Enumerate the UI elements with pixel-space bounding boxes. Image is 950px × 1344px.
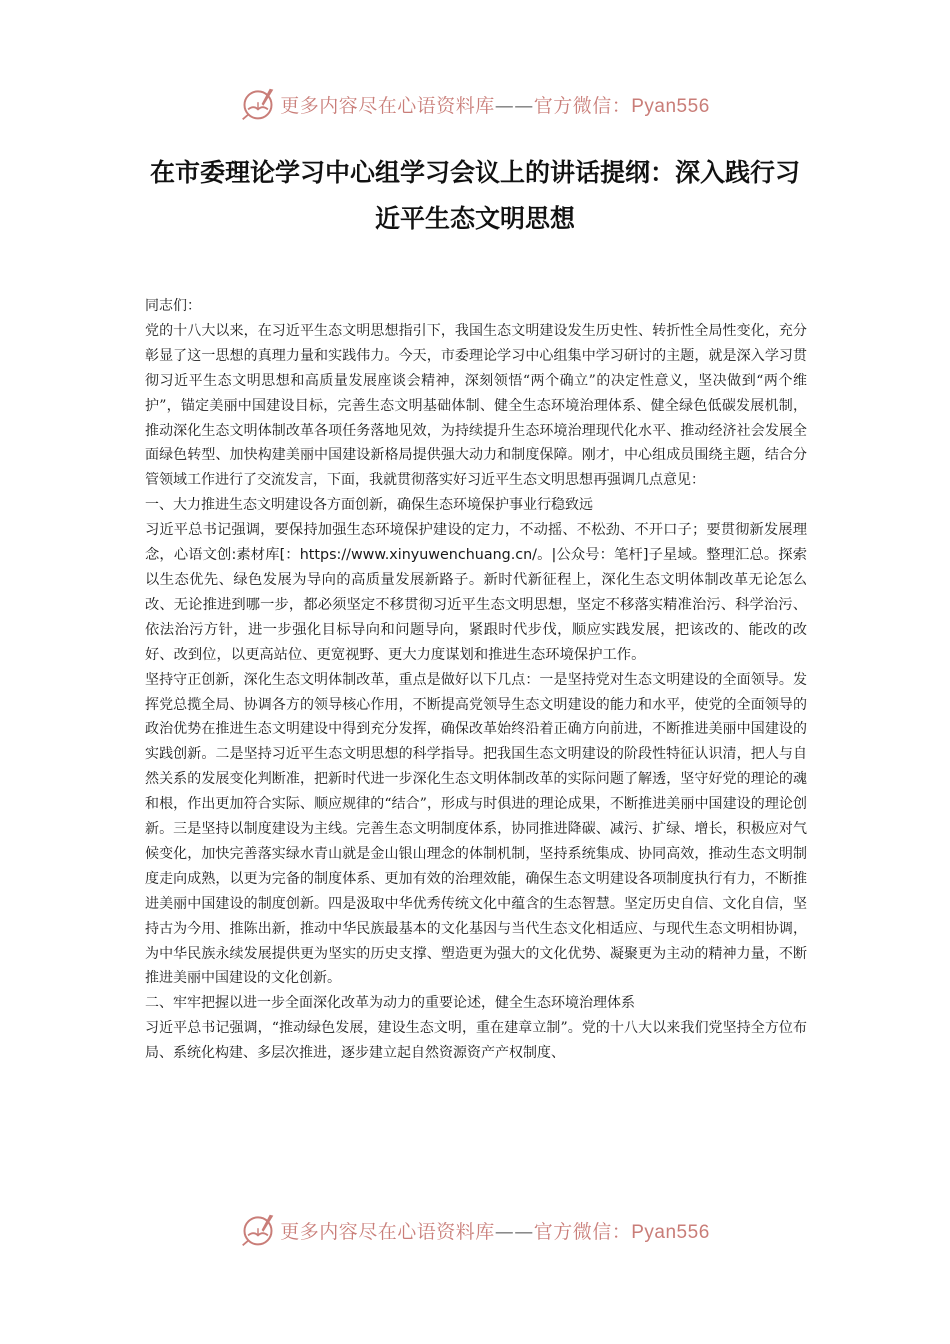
footer-banner	[0, 1208, 950, 1252]
banner-official: 官方微信：	[533, 94, 632, 117]
banner-text	[280, 1217, 710, 1244]
body-paragraph: 党的十八大以来，在习近平生态文明思想指引下，我国生态文明建设发生历史性、转折性全局性变化，充分彰显了这一思想的真理力量和实践伟力。今天，市委理论学习中心组集中学习研讨的主题，就是深入学习贯彻习近平生态文明思想和高质量发展座谈会精神，深刻领悟“两个确立”的决定性意义，坚决做到“两个维护”，锚定美丽中国建设目标，完善生态文明基础体制、健全生态环境治理体系、健全绿色低碳发展机制，推动深化生态文明体制改革各项任务落地见效，为持续提升生态环境治理现代化水平、推动经济社会发展全面绿色转型、加快构建美丽中国建设新格局提供强大动力和制度保障。刚才，中心组成员围绕主题，结合分管领域工作进行了交流发言，下面，我就贯彻落实好习近平生态文明思想再强调几点意见：	[145, 322, 807, 489]
book-quill-logo-icon	[240, 1212, 276, 1248]
banner-main: 更多内容尽在心语资料库	[280, 94, 495, 117]
banner-wechat-id: Pyan556	[631, 1221, 710, 1243]
section-heading: 二、牢牢把握以进一步全面深化改革为动力的重要论述，健全生态环境治理体系	[145, 995, 635, 1012]
banner-dash: ——	[494, 1220, 534, 1243]
body-paragraph: 习近平总书记强调，要保持加强生态环境保护建设的定力，不动摇、不松劲、不开口子；要贯彻新发展理念，心语文创:素材库[：https://www.xinyuwenchuang.cn/。|公众号：笔杆]子星域。整理汇总。探索以生态优先、绿色发展为导向的高质量发展新路子。新时代新征程上，深化生态文明体制改革无论怎么改、无论推进到哪一步，都必须坚定不移贯彻习近平生态文明思想，坚定不移落实精准治污、科学治污、依法治污方针，进一步强化目标导向和问题导向，紧跟时代步伐，顺应实践发展，把该改的、能改的改好、改到位，以更高站位、更宽视野、更大力度谋划和推进生态环境保护工作。	[145, 522, 807, 663]
banner-official: 官方微信：	[533, 1220, 632, 1243]
section-heading: 一、大力推进生态文明建设各方面创新，确保生态环境保护事业行稳致远	[145, 497, 593, 514]
body-paragraph: 坚持守正创新，深化生态文明体制改革，重点是做好以下几点：一是坚持党对生态文明建设的全面领导。发挥党总揽全局、协调各方的领导核心作用，不断提高党领导生态文明建设的能力和水平，使党的全面领导的政治优势在推进生态文明建设中得到充分发挥，确保改革始终沿着正确方向前进，不断推进美丽中国建设的实践创新。二是坚持习近平生态文明思想的科学指导。把我国生态文明建设的阶段性特征认识清，把人与自然关系的发展变化判断准，把新时代进一步深化生态文明体制改革的实际问题了解透，坚守好党的理论的魂和根，作出更加符合实际、顺应规律的“结合”，形成与时俱进的理论成果，不断推进美丽中国建设的理论创新。三是坚持以制度建设为主线。完善生态文明制度体系，协同推进降碳、减污、扩绿、增长，积极应对气候变化，加快完善落实绿水青山就是金山银山理念的体制机制，坚持系统集成、协同高效，推动生态文明制度走向成熟，以更为完备的制度体系、更加有效的治理效能，确保生态文明建设各项制度执行有力，不断推进美丽中国建设的制度创新。四是汲取中华优秀传统文化中蕴含的生态智慧。坚定历史自信、文化自信，坚持古为今用、推陈出新，推动中华民族最基本的文化基因与当代生态文化相适应、与现代生态文明相协调，为中华民族永续发展提供更为坚实的历史支撑、塑造更为强大的文化优势、凝聚更为主动的精神力量，不断推进美丽中国建设的文化创新。	[145, 671, 807, 987]
document-body	[145, 294, 807, 1066]
document-title: 在市委理论学习中心组学习会议上的讲话提纲：深入践行习近平生态文明思想	[149, 158, 800, 233]
body-paragraph: 习近平总书记强调，“推动绿色发展，建设生态文明，重在建章立制”。党的十八大以来我们党坚持全方位布局、系统化构建、多层次推进，逐步建立起自然资源资产产权制度、	[145, 1020, 807, 1062]
book-quill-logo-icon	[240, 86, 276, 122]
banner-main: 更多内容尽在心语资料库	[280, 1220, 495, 1243]
header-banner	[0, 82, 950, 126]
salutation: 同志们：	[145, 298, 201, 314]
banner-text	[280, 91, 710, 118]
banner-wechat-id: Pyan556	[631, 95, 710, 117]
banner-dash: ——	[494, 94, 534, 117]
